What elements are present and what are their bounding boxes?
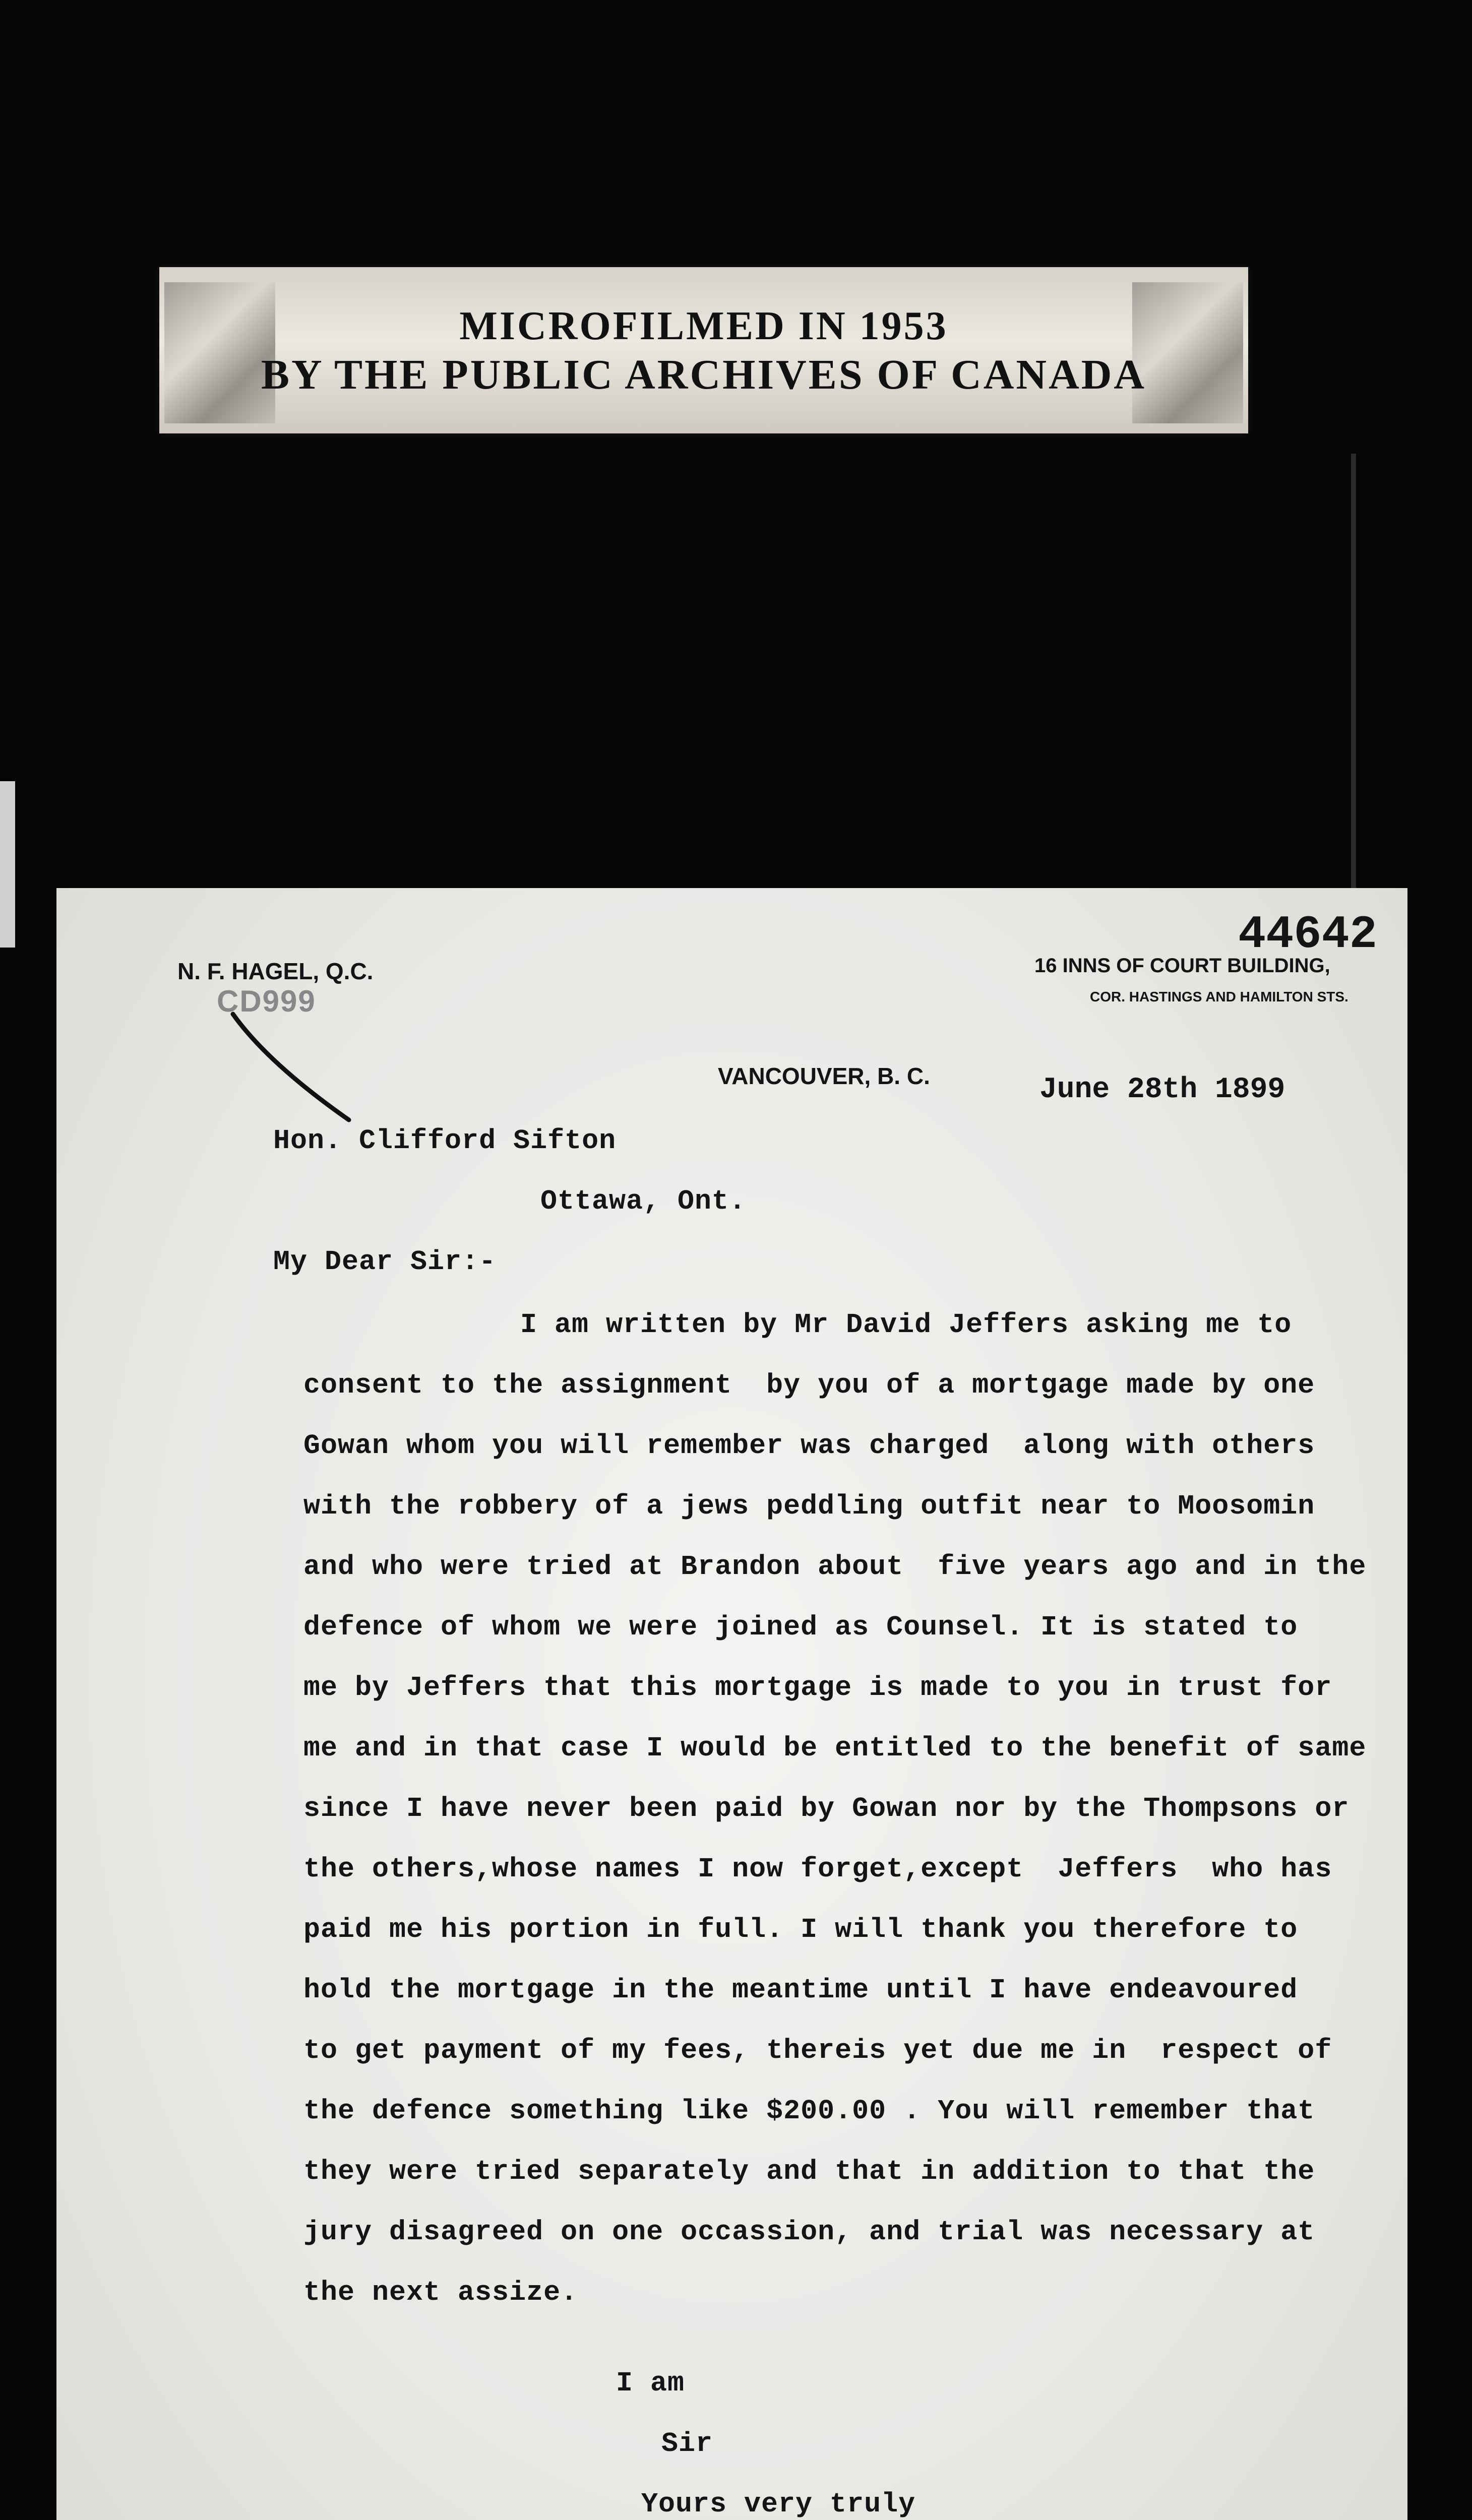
- body-line: the defence something like $200.00 . You will remember that: [303, 2095, 1315, 2127]
- letter-date: June 28th 1899: [1039, 1074, 1285, 1106]
- body-line: the next assize.: [303, 2277, 578, 2308]
- body-line: jury disagreed on one occassion, and trial was necessary at: [303, 2216, 1315, 2248]
- body-line: since I have never been paid by Gowan nor by the Thompsons or: [303, 1793, 1350, 1824]
- stamp-mark: CD999: [217, 984, 316, 1018]
- sender-name: N. F. HAGEL, Q.C.: [177, 958, 374, 984]
- address-line-1: 16 INNS OF COURT BUILDING,: [1034, 955, 1330, 977]
- recipient-name: Hon. Clifford Sifton: [273, 1125, 617, 1157]
- letter-page: [56, 888, 1407, 2520]
- body-line: me and in that case I would be entitled to the benefit of same: [303, 1732, 1367, 1764]
- closing-line: Sir: [661, 2428, 713, 2460]
- salutation: My Dear Sir:-: [273, 1246, 497, 1278]
- body-line: defence of whom we were joined as Counsel. It is stated to: [303, 1611, 1298, 1643]
- banner-line-2: BY THE PUBLIC ARCHIVES OF CANADA: [261, 351, 1147, 398]
- body-line: and who were tried at Brandon about five years ago and in the: [303, 1551, 1367, 1583]
- place: VANCOUVER, B. C.: [718, 1063, 930, 1089]
- body-line: consent to the assignment by you of a mortgage made by one: [303, 1369, 1315, 1401]
- document-number: 44642: [1238, 908, 1377, 961]
- pen-stroke-mark: [228, 1009, 359, 1125]
- body-line: with the robbery of a jews peddling outfit near to Moosomin: [303, 1490, 1315, 1522]
- body-line: to get payment of my fees, thereis yet due me in respect of: [303, 2035, 1332, 2066]
- body-line: me by Jeffers that this mortgage is made to you in trust for: [303, 1672, 1332, 1704]
- body-line: Gowan whom you will remember was charged along with others: [303, 1430, 1315, 1462]
- microfilm-banner: [159, 267, 1248, 433]
- closing-line: Yours very truly: [641, 2488, 916, 2520]
- body-line: they were tried separately and that in addition to that the: [303, 2156, 1315, 2187]
- body-line: paid me his portion in full. I will thank you therefore to: [303, 1914, 1298, 1945]
- body-line: hold the mortgage in the meantime until I have endeavoured: [303, 1974, 1298, 2006]
- banner-line-1: MICROFILMED IN 1953: [459, 304, 948, 348]
- body-line: the others,whose names I now forget,except Jeffers who has: [303, 1853, 1332, 1885]
- recipient-city: Ottawa, Ont.: [540, 1185, 747, 1217]
- body-line: I am written by Mr David Jeffers asking me to: [520, 1309, 1292, 1341]
- address-line-2: COR. HASTINGS AND HAMILTON STS.: [1090, 989, 1348, 1004]
- film-edge-strip: [0, 781, 15, 948]
- closing-line: I am: [616, 2367, 685, 2399]
